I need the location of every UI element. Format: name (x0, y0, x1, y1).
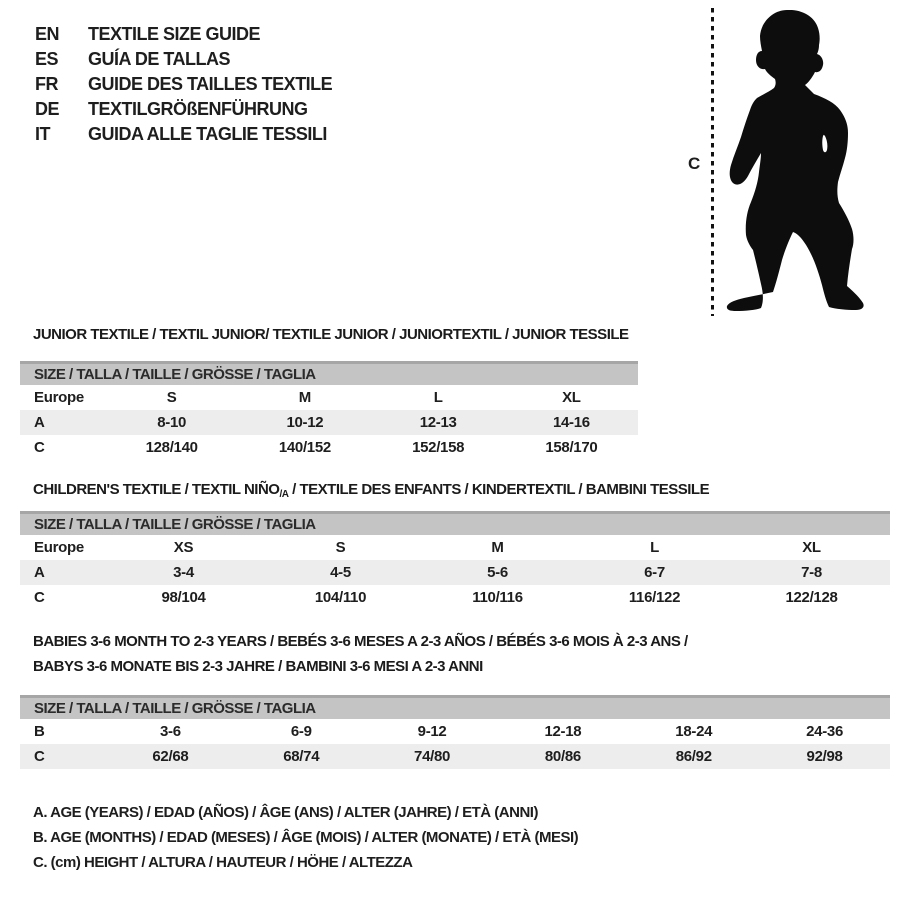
table-row (20, 585, 890, 610)
table-cell: 116/122 (628, 589, 681, 606)
legend-line-c: C. (cm) HEIGHT / ALTURA / HAUTEUR / HÖHE / ALTEZZA (33, 854, 413, 871)
lang-row-de (35, 97, 332, 122)
lang-label: GUIDE DES TAILLES TEXTILE (88, 74, 333, 94)
height-measure-dotted-line (711, 8, 714, 316)
table-cell: 8-10 (157, 414, 187, 431)
legend-line-b: B. AGE (MONTHS) / EDAD (MESES) / ÂGE (MOIS) / ALTER (MONATE) / ETÀ (MESI) (33, 829, 579, 846)
junior-size-table (20, 361, 638, 460)
baby-silhouette-icon (715, 6, 865, 316)
lang-label: GUÍA DE TALLAS (88, 49, 230, 69)
lang-label: TEXTILGRÖßENFÜHRUNG (88, 99, 308, 119)
lang-code: IT (35, 124, 50, 144)
table-row (20, 410, 638, 435)
table-cell: 152/158 (412, 439, 465, 456)
table-size-header: SIZE / TALLA / TAILLE / GRÖSSE / TAGLIA (20, 695, 890, 719)
table-cell: L (650, 539, 659, 556)
row-label: A (34, 414, 45, 431)
table-cell: 122/128 (785, 589, 838, 606)
table-cell: S (166, 389, 177, 406)
lang-row-fr (35, 72, 332, 97)
table-cell: S (335, 539, 346, 556)
table-cell: 3-6 (160, 723, 181, 740)
table-cell: 12-18 (544, 723, 582, 740)
table-cell: 24-36 (806, 723, 843, 740)
children-size-table (20, 511, 890, 610)
table-size-header: SIZE / TALLA / TAILLE / GRÖSSE / TAGLIA (20, 361, 638, 385)
table-cell: 5-6 (487, 564, 508, 581)
row-label: C (34, 748, 45, 765)
table-cell: 68/74 (283, 748, 320, 765)
table-row (20, 560, 890, 585)
table-cell: 3-4 (173, 564, 194, 581)
row-label: C (34, 439, 45, 456)
baby-figure (680, 0, 890, 330)
table-cell: 128/140 (145, 439, 198, 456)
row-label: A (34, 564, 45, 581)
babies-size-table (20, 695, 890, 769)
table-cell: M (491, 539, 504, 556)
table-row (20, 385, 638, 410)
height-measure-label: C (688, 154, 701, 173)
subscript: /A (279, 489, 289, 500)
table-cell: 4-5 (330, 564, 351, 581)
table-row (20, 719, 890, 744)
table-cell: 92/98 (806, 748, 843, 765)
table-cell: 110/116 (472, 589, 523, 606)
language-guide (35, 22, 332, 147)
lang-code: EN (35, 24, 60, 44)
measure-legend (33, 800, 578, 875)
table-cell: XL (562, 389, 581, 406)
lang-row-en (35, 22, 332, 47)
lang-code: DE (35, 99, 60, 119)
table-size-header: SIZE / TALLA / TAILLE / GRÖSSE / TAGLIA (20, 511, 890, 535)
legend-line-a: A. AGE (YEARS) / EDAD (AÑOS) / ÂGE (ANS) / ALTER (JAHRE) / ETÀ (ANNI) (33, 804, 538, 821)
table-cell: 6-9 (290, 723, 312, 740)
table-cell: L (433, 389, 443, 406)
table-cell: 86/92 (675, 748, 712, 765)
lang-row-it (35, 122, 332, 147)
row-label: B (34, 723, 45, 740)
lang-code: FR (35, 74, 58, 94)
table-row (20, 535, 890, 560)
table-cell: 9-12 (417, 723, 447, 740)
table-cell: 98/104 (161, 589, 206, 606)
babies-section-title-line2: BABYS 3-6 MONATE BIS 2-3 JAHRE / BAMBINI 3-6 MESI A 2-3 ANNI (33, 658, 483, 675)
table-cell: 18-24 (675, 723, 713, 740)
table-cell: XL (802, 539, 821, 556)
table-cell: XS (173, 539, 194, 556)
table-cell: 62/68 (152, 748, 189, 765)
row-label: Europe (34, 389, 84, 406)
table-cell: 7-8 (801, 564, 822, 581)
table-row (20, 435, 638, 460)
row-label: C (34, 589, 45, 606)
table-cell: 10-12 (286, 414, 324, 431)
table-cell: 80/86 (544, 748, 581, 765)
lang-label: TEXTILE SIZE GUIDE (88, 24, 261, 44)
row-label: Europe (34, 539, 84, 556)
table-cell: 6-7 (644, 564, 665, 581)
babies-section-title-line1: BABIES 3-6 MONTH TO 2-3 YEARS / BEBÉS 3-6 MESES A 2-3 AÑOS / BÉBÉS 3-6 MOIS À 2-3 ANS / (33, 633, 688, 650)
table-cell: 140/152 (278, 439, 331, 456)
table-cell: M (298, 389, 311, 406)
table-cell: 74/80 (414, 748, 451, 765)
children-section-title: CHILDREN'S TEXTILE / TEXTIL $NIÑO_{/A}$ / TEXTILE DES ENFANTS / KINDERTEXTIL / BAMBINI TESSILE (33, 481, 710, 500)
table-row (20, 744, 890, 769)
table-cell: 14-16 (552, 414, 590, 431)
lang-label: GUIDA ALLE TAGLIE TESSILI (88, 124, 327, 144)
junior-section-title: JUNIOR TEXTILE / TEXTIL JUNIOR/ TEXTILE JUNIOR / JUNIORTEXTIL / JUNIOR TESSILE (33, 326, 629, 343)
lang-code: ES (35, 49, 59, 69)
table-cell: 104/110 (314, 589, 367, 606)
table-cell: 158/170 (545, 439, 598, 456)
lang-row-es (35, 47, 332, 72)
table-cell: 12-13 (419, 414, 457, 431)
